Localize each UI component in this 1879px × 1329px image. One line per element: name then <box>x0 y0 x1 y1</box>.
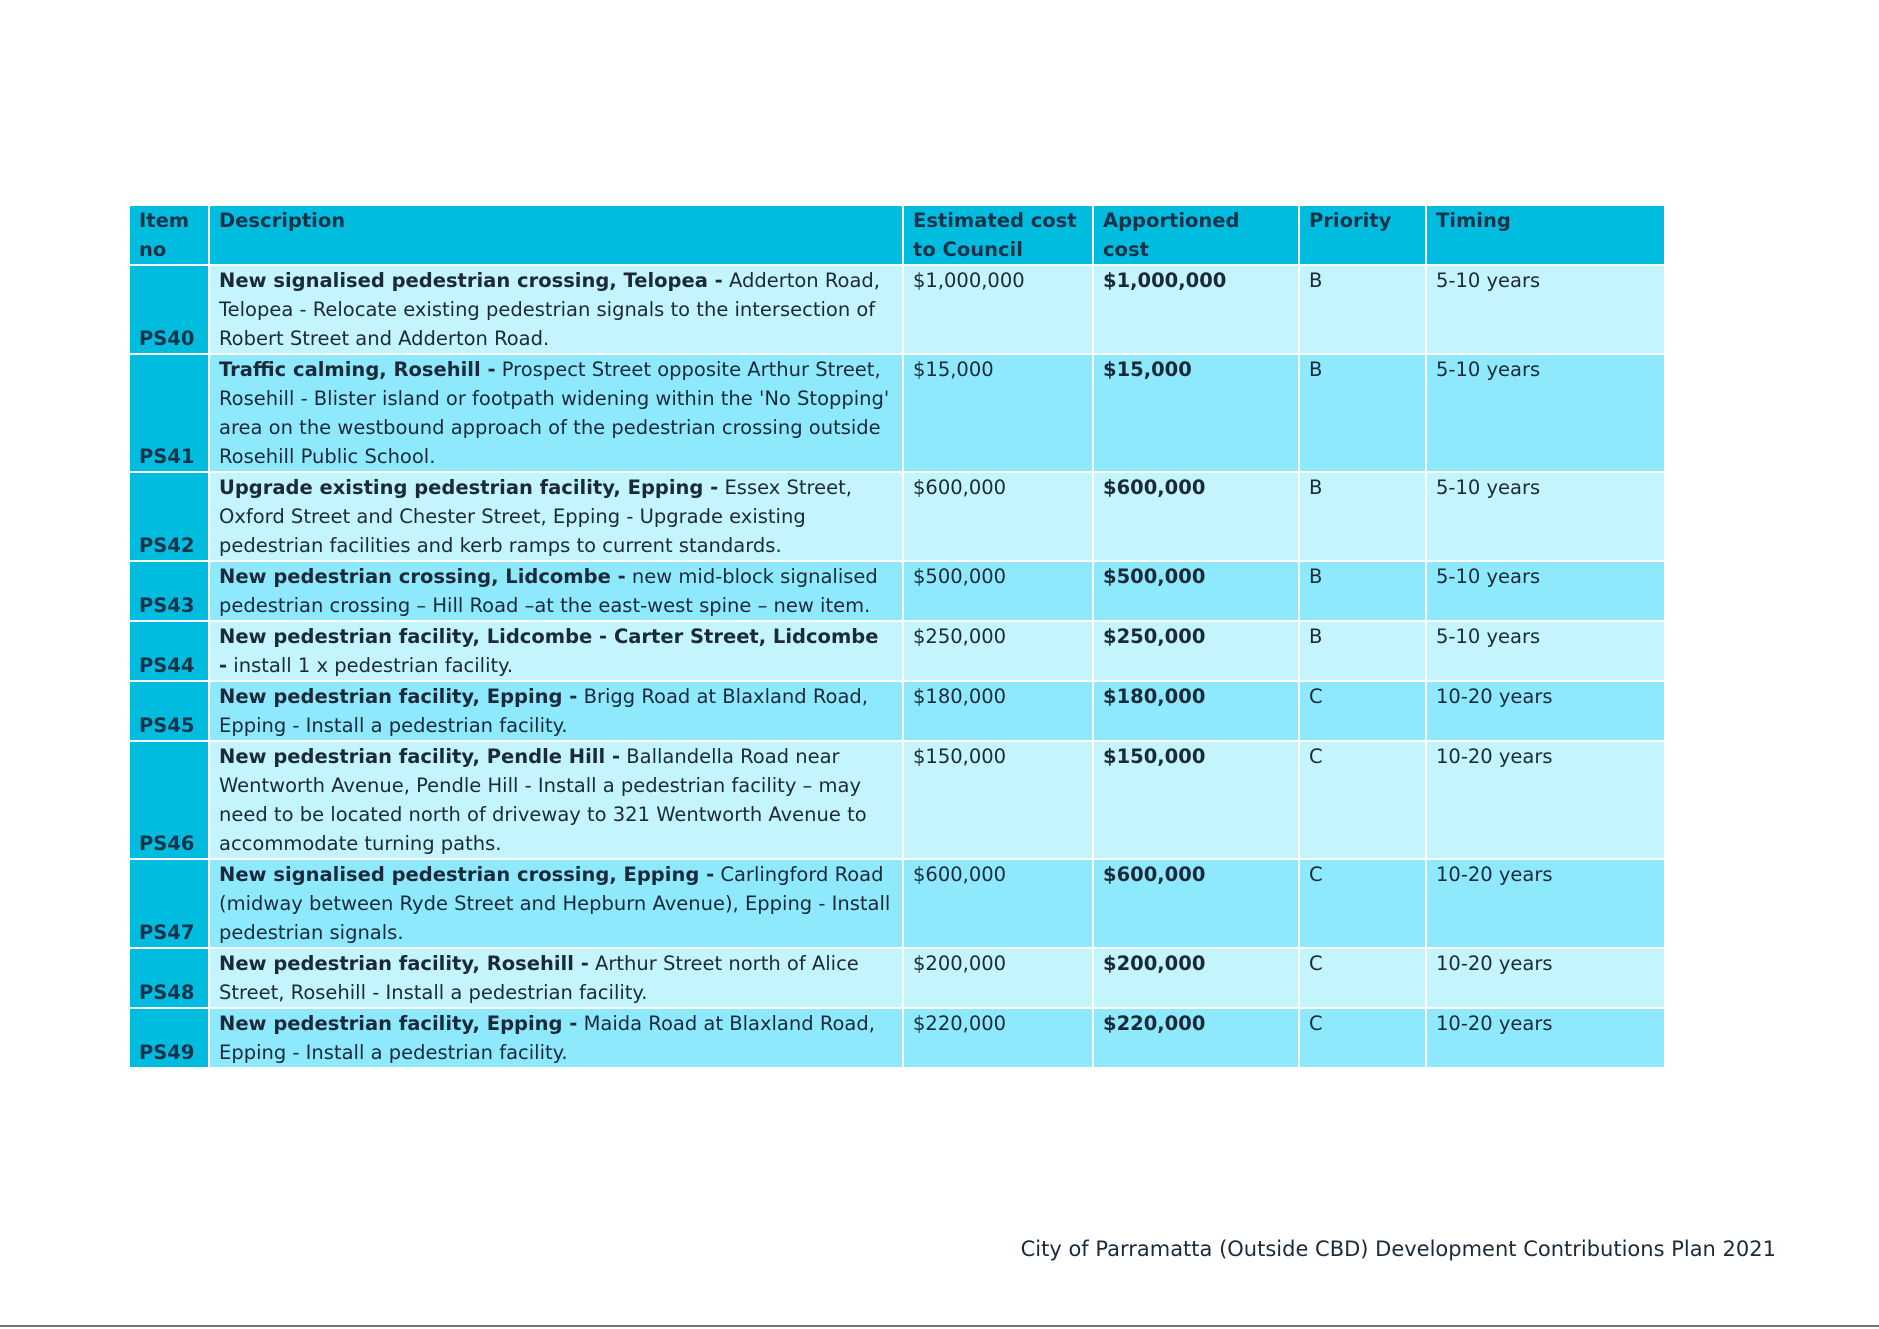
timing-cell: 5-10 years <box>1426 265 1665 354</box>
apportioned-cost-cell: $220,000 <box>1093 1008 1299 1068</box>
header-apportioned-cost: Apportioned cost <box>1093 205 1299 265</box>
table-row <box>129 621 1665 681</box>
priority-cell: C <box>1299 1008 1426 1068</box>
works-schedule-table-container <box>128 204 1664 1069</box>
timing-cell: 10-20 years <box>1426 681 1665 741</box>
apportioned-cost-cell: $600,000 <box>1093 472 1299 561</box>
header-timing: Timing <box>1426 205 1665 265</box>
item-no-cell: PS47 <box>129 859 209 948</box>
estimated-cost-cell: $1,000,000 <box>903 265 1093 354</box>
table-row <box>129 859 1665 948</box>
estimated-cost-cell: $180,000 <box>903 681 1093 741</box>
estimated-cost-cell: $500,000 <box>903 561 1093 621</box>
priority-cell: B <box>1299 354 1426 472</box>
timing-cell: 5-10 years <box>1426 561 1665 621</box>
item-no-cell: PS42 <box>129 472 209 561</box>
timing-cell: 5-10 years <box>1426 621 1665 681</box>
description-text: Maida Road at Blaxland Road, Epping - Install a pedestrian facility. <box>219 1012 875 1064</box>
description-cell <box>209 265 903 354</box>
estimated-cost-cell: $600,000 <box>903 472 1093 561</box>
timing-cell: 10-20 years <box>1426 741 1665 859</box>
header-priority: Priority <box>1299 205 1426 265</box>
apportioned-cost-cell: $250,000 <box>1093 621 1299 681</box>
description-cell <box>209 472 903 561</box>
priority-cell: B <box>1299 265 1426 354</box>
apportioned-cost-cell: $150,000 <box>1093 741 1299 859</box>
table-row <box>129 472 1665 561</box>
priority-cell: B <box>1299 621 1426 681</box>
description-title: New pedestrian facility, Rosehill - <box>219 952 589 975</box>
description-text: Brigg Road at Blaxland Road, Epping - Install a pedestrian facility. <box>219 685 868 737</box>
timing-cell: 5-10 years <box>1426 472 1665 561</box>
timing-cell: 10-20 years <box>1426 859 1665 948</box>
header-estimated-cost: Estimated cost to Council <box>903 205 1093 265</box>
description-title: New pedestrian crossing, Lidcombe - <box>219 565 626 588</box>
item-no-cell: PS48 <box>129 948 209 1008</box>
apportioned-cost-cell: $180,000 <box>1093 681 1299 741</box>
priority-cell: C <box>1299 948 1426 1008</box>
estimated-cost-cell: $150,000 <box>903 741 1093 859</box>
priority-cell: C <box>1299 681 1426 741</box>
description-text: install 1 x pedestrian facility. <box>227 654 514 677</box>
description-text: Carlingford Road (midway between Ryde Street and Hepburn Avenue), Epping - Install pedestrian signals. <box>219 863 891 944</box>
description-cell <box>209 681 903 741</box>
item-no-cell: PS44 <box>129 621 209 681</box>
item-no-cell: PS41 <box>129 354 209 472</box>
document-footer: City of Parramatta (Outside CBD) Development Contributions Plan 2021 <box>1020 1237 1776 1261</box>
estimated-cost-cell: $250,000 <box>903 621 1093 681</box>
description-title: New pedestrian facility, Epping - <box>219 1012 578 1035</box>
table-row <box>129 1008 1665 1068</box>
item-no-cell: PS40 <box>129 265 209 354</box>
works-schedule-table <box>128 204 1666 1069</box>
description-title: New pedestrian facility, Epping - <box>219 685 578 708</box>
item-no-cell: PS43 <box>129 561 209 621</box>
description-text: Adderton Road, Telopea - Relocate existing pedestrian signals to the intersection of Robert Street and Adderton Road. <box>219 269 880 350</box>
table-row <box>129 265 1665 354</box>
description-text: Prospect Street opposite Arthur Street, Rosehill - Blister island or footpath widening within the 'No Stopping' area on the westbound approach of the pedestrian crossing outside Rosehill Public School. <box>219 358 890 468</box>
description-cell <box>209 354 903 472</box>
priority-cell: C <box>1299 741 1426 859</box>
description-cell <box>209 948 903 1008</box>
estimated-cost-cell: $200,000 <box>903 948 1093 1008</box>
table-header-row <box>129 205 1665 265</box>
item-no-cell: PS46 <box>129 741 209 859</box>
priority-cell: B <box>1299 561 1426 621</box>
estimated-cost-cell: $220,000 <box>903 1008 1093 1068</box>
priority-cell: C <box>1299 859 1426 948</box>
description-title: Traffic calming, Rosehill - <box>219 358 496 381</box>
timing-cell: 5-10 years <box>1426 354 1665 472</box>
apportioned-cost-cell: $1,000,000 <box>1093 265 1299 354</box>
item-no-cell: PS45 <box>129 681 209 741</box>
item-no-cell: PS49 <box>129 1008 209 1068</box>
description-text: new mid-block signalised pedestrian crossing – Hill Road –at the east-west spine – new item. <box>219 565 878 617</box>
description-title: New signalised pedestrian crossing, Telopea - <box>219 269 723 292</box>
estimated-cost-cell: $600,000 <box>903 859 1093 948</box>
description-cell <box>209 741 903 859</box>
timing-cell: 10-20 years <box>1426 948 1665 1008</box>
header-description: Description <box>209 205 903 265</box>
timing-cell: 10-20 years <box>1426 1008 1665 1068</box>
description-text: Arthur Street north of Alice Street, Rosehill - Install a pedestrian facility. <box>219 952 859 1004</box>
apportioned-cost-cell: $15,000 <box>1093 354 1299 472</box>
description-title: New pedestrian facility, Pendle Hill - <box>219 745 621 768</box>
table-row <box>129 741 1665 859</box>
description-cell <box>209 859 903 948</box>
estimated-cost-cell: $15,000 <box>903 354 1093 472</box>
description-title: Upgrade existing pedestrian facility, Epping - <box>219 476 719 499</box>
apportioned-cost-cell: $500,000 <box>1093 561 1299 621</box>
table-row <box>129 681 1665 741</box>
description-title: New pedestrian facility, Lidcombe - Carter Street, Lidcombe - <box>219 625 879 677</box>
apportioned-cost-cell: $200,000 <box>1093 948 1299 1008</box>
header-item-no: Item no <box>129 205 209 265</box>
priority-cell: B <box>1299 472 1426 561</box>
page-bottom-divider <box>0 1325 1879 1327</box>
description-cell <box>209 561 903 621</box>
apportioned-cost-cell: $600,000 <box>1093 859 1299 948</box>
table-row <box>129 354 1665 472</box>
description-text: Essex Street, Oxford Street and Chester Street, Epping - Upgrade existing pedestrian facilities and kerb ramps to current standards. <box>219 476 852 557</box>
description-title: New signalised pedestrian crossing, Epping - <box>219 863 715 886</box>
table-row <box>129 948 1665 1008</box>
description-cell <box>209 621 903 681</box>
table-row <box>129 561 1665 621</box>
description-text: Ballandella Road near Wentworth Avenue, Pendle Hill - Install a pedestrian facility – may need to be located north of driveway to 321 Wentworth Avenue to accommodate turning paths. <box>219 745 867 855</box>
description-cell <box>209 1008 903 1068</box>
